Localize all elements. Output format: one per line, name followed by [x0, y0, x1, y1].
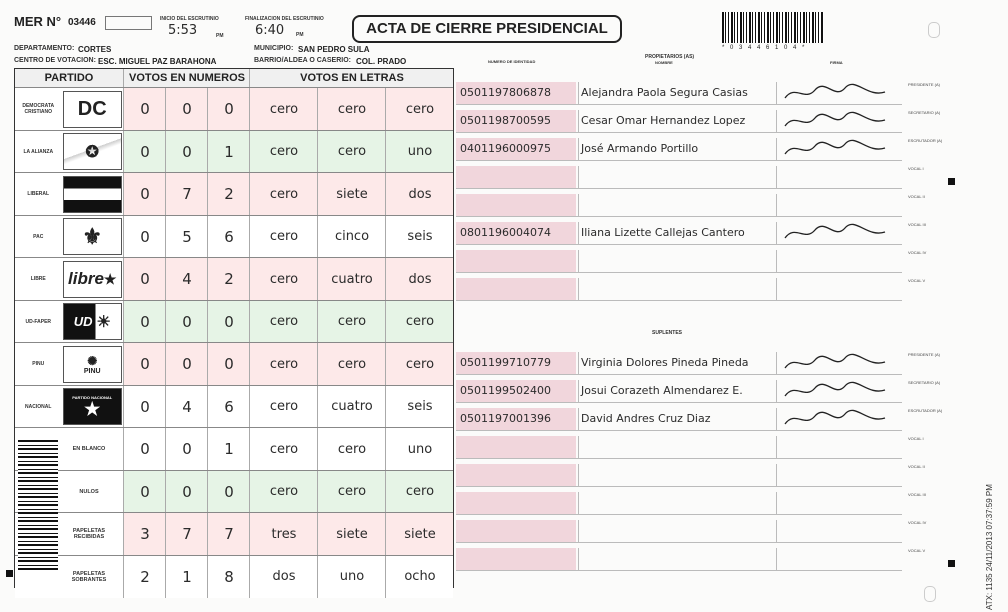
party-name: LIBRE	[30, 276, 46, 283]
signature-icon	[777, 408, 897, 430]
table-row	[15, 215, 453, 259]
table-row	[15, 257, 453, 301]
party-logo-icon	[63, 91, 122, 128]
signature-area	[776, 380, 903, 402]
member-row: 0501197001396 David Andres Cruz Diaz ESCRUTADOR (A)	[456, 408, 902, 431]
votes-word-cell: cero	[317, 131, 386, 174]
votes-number-cell: 0	[123, 131, 166, 174]
suplentes-list	[456, 340, 943, 580]
votes-number-cell: 0	[123, 216, 166, 259]
party-cell	[15, 173, 123, 216]
signature-area	[776, 548, 903, 570]
votes-number-cell: 5	[165, 216, 208, 259]
signature-icon	[777, 82, 897, 104]
votes-number-cell: 0	[123, 258, 166, 301]
votes-number-cell: 2	[207, 258, 250, 301]
inicio-time: 5:53	[168, 23, 198, 38]
side-barcode-icon	[18, 440, 58, 570]
votes-word-cell: cero	[317, 88, 386, 131]
votes-word-cell: cero	[249, 428, 318, 471]
barrio-label: BARRIO/ALDEA O CASERIO:	[254, 57, 351, 64]
registration-mark-icon	[6, 570, 13, 577]
member-row: VOCAL II	[456, 464, 902, 487]
member-id	[456, 520, 576, 542]
votes-number-cell: 0	[165, 471, 208, 514]
member-name	[578, 166, 774, 188]
votes-word-cell: siete	[385, 513, 454, 556]
member-row: 0501198700595 Cesar Omar Hernandez Lopez SECRETARIO (A)	[456, 110, 902, 133]
member-row: VOCAL II	[456, 194, 902, 217]
member-id	[456, 278, 576, 300]
member-id	[456, 166, 576, 188]
signature-area	[776, 352, 903, 374]
party-name: LA ALIANZA	[23, 148, 54, 155]
signature-icon	[777, 110, 897, 132]
col-letras-header: VOTOS EN LETRAS	[249, 69, 454, 87]
member-row: VOCAL IV	[456, 520, 902, 543]
member-row: 0501197806878 Alejandra Paola Segura Casias PRESIDENTE (A)	[456, 82, 902, 105]
table-row	[15, 87, 453, 131]
party-cell	[15, 258, 123, 301]
table-row	[15, 172, 453, 216]
votes-word-cell: cero	[249, 88, 318, 131]
finalizacion-label: FINALIZACION DEL ESCRUTINIO	[245, 16, 324, 22]
finalizacion-time: 6:40	[255, 23, 285, 38]
party-logo-text: DC	[77, 97, 107, 120]
party-name: UD-FAPER	[25, 318, 52, 325]
inicio-suffix: PM	[216, 33, 224, 39]
departamento-label: DEPARTAMENTO:	[14, 45, 75, 52]
member-name: Josui Corazeth Almendarez E.	[578, 380, 774, 402]
votes-number-cell: 6	[207, 386, 250, 429]
table-row	[15, 130, 453, 174]
votes-number-cell: 7	[165, 513, 208, 556]
numero-identidad-label: NUMERO DE IDENTIDAD	[488, 59, 536, 64]
party-logo-icon: ⚜	[63, 218, 122, 255]
party-cell	[15, 301, 123, 344]
member-id: 0801196004074	[456, 222, 576, 244]
votes-number-cell: 0	[207, 471, 250, 514]
member-id	[456, 194, 576, 216]
votes-number-cell: 0	[165, 428, 208, 471]
votes-word-cell: cero	[385, 301, 454, 344]
firma-label: FIRMA	[830, 60, 843, 65]
party-cell	[15, 216, 123, 259]
votes-number-cell: 1	[207, 131, 250, 174]
member-row: VOCAL V	[456, 278, 902, 301]
party-logo-text: UD	[73, 314, 93, 330]
votes-word-cell: cuatro	[317, 258, 386, 301]
signature-icon	[777, 352, 897, 374]
votes-number-cell: 4	[165, 258, 208, 301]
table-row	[15, 427, 453, 471]
member-name	[578, 492, 774, 514]
votes-word-cell: cero	[249, 301, 318, 344]
party-cell	[15, 386, 123, 429]
member-row: 0501199502400 Josui Corazeth Almendarez E. SECRETARIO (A)	[456, 380, 902, 403]
registration-mark-icon	[948, 178, 955, 185]
party-logo-text: PINU	[83, 367, 101, 375]
table-row	[15, 512, 453, 556]
votes-number-cell: 2	[123, 556, 166, 599]
votes-word-cell: cero	[385, 88, 454, 131]
party-name: NACIONAL	[25, 403, 52, 410]
votes-number-cell: 7	[207, 513, 250, 556]
votes-number-cell: 0	[123, 471, 166, 514]
member-id: 0401196000975	[456, 138, 576, 160]
votes-number-cell: 0	[123, 173, 166, 216]
votes-word-cell: uno	[385, 131, 454, 174]
party-logo-icon: ✺ PINU	[63, 346, 122, 383]
member-row: 0501199710779 Virginia Dolores Pineda Pineda PRESIDENTE (A)	[456, 352, 902, 375]
votes-number-cell: 8	[207, 556, 250, 599]
party-logo-text: libre	[68, 269, 104, 289]
signature-area	[776, 278, 903, 300]
votes-number-cell: 4	[165, 386, 208, 429]
votes-word-cell: dos	[249, 556, 318, 599]
member-id: 0501199710779	[456, 352, 576, 374]
transmission-stamp: ATX: 1135 24/11/2013 07:37:59 PM	[985, 484, 994, 610]
member-row: VOCAL I	[456, 166, 902, 189]
party-cell	[15, 131, 123, 174]
party-name: LIBERAL	[27, 191, 50, 198]
signature-area	[776, 520, 903, 542]
member-name	[578, 520, 774, 542]
votes-table	[14, 68, 454, 588]
total-label: PAPELETAS SOBRANTES	[71, 570, 107, 583]
inicio-label: INICIO DEL ESCRUTINIO	[160, 16, 219, 22]
votes-word-cell: siete	[317, 513, 386, 556]
member-name	[578, 464, 774, 486]
member-name: José Armando Portillo	[578, 138, 774, 160]
votes-number-cell: 0	[207, 88, 250, 131]
votes-number-cell: 0	[165, 88, 208, 131]
table-row	[15, 300, 453, 344]
signature-area	[776, 166, 903, 188]
signature-area	[776, 436, 903, 458]
member-name	[578, 278, 774, 300]
votes-word-cell: ocho	[385, 556, 454, 599]
votes-word-cell: cuatro	[317, 386, 386, 429]
signature-area	[776, 138, 903, 160]
party-cell	[15, 88, 123, 131]
votes-word-cell: cero	[317, 428, 386, 471]
party-logo-icon: libre ★	[63, 261, 122, 298]
party-logo-icon: ✪	[63, 133, 122, 170]
member-name	[578, 548, 774, 570]
votes-word-cell: cero	[249, 343, 318, 386]
col-partido-header: PARTIDO	[44, 72, 94, 84]
member-row: VOCAL IV	[456, 250, 902, 273]
party-name: DEMOCRATA CRISTIANO	[22, 103, 55, 116]
votes-number-cell: 1	[165, 556, 208, 599]
party-name: PINU	[32, 361, 45, 368]
barcode-text: * 0 3 4 4 6 1 0 4 *	[722, 45, 807, 51]
member-row: 0801196004074 Iliana Lizette Callejas Cantero VOCAL III	[456, 222, 902, 245]
votes-word-cell: cero	[249, 131, 318, 174]
member-id	[456, 464, 576, 486]
mer-number: 03446	[68, 17, 96, 28]
member-name: Alejandra Paola Segura Casias	[578, 82, 774, 104]
member-row: VOCAL V	[456, 548, 902, 571]
barcode-icon	[722, 12, 824, 43]
votes-word-cell: cero	[317, 343, 386, 386]
member-id: 0501199502400	[456, 380, 576, 402]
punch-hole-icon	[924, 586, 936, 602]
votes-word-cell: siete	[317, 173, 386, 216]
member-name	[578, 436, 774, 458]
suplentes-label: SUPLENTES	[652, 330, 683, 336]
tse-logo-icon	[105, 16, 152, 30]
votes-number-cell: 0	[165, 343, 208, 386]
total-label: EN BLANCO	[72, 446, 106, 453]
votes-number-cell: 6	[207, 216, 250, 259]
table-row	[15, 342, 453, 386]
centro-label: CENTRO DE VOTACION:	[14, 57, 96, 64]
signature-area	[776, 250, 903, 272]
votes-word-cell: cero	[385, 343, 454, 386]
votes-word-cell: seis	[385, 386, 454, 429]
signature-icon	[777, 380, 897, 402]
propietarios-list	[456, 70, 943, 310]
party-logo-text: PARTIDO NACIONAL	[72, 395, 113, 401]
votes-word-cell: cero	[385, 471, 454, 514]
votes-word-cell: cero	[317, 301, 386, 344]
votes-number-cell: 7	[165, 173, 208, 216]
barrio-value: COL. PRADO	[356, 57, 407, 66]
table-row	[15, 555, 453, 599]
votes-number-cell: 1	[207, 428, 250, 471]
votes-word-cell: dos	[385, 258, 454, 301]
member-id: 0501198700595	[456, 110, 576, 132]
party-logo-icon: UD ☀	[63, 303, 122, 340]
votes-number-cell: 0	[123, 301, 166, 344]
votes-word-cell: cero	[249, 258, 318, 301]
member-id	[456, 250, 576, 272]
party-logo-icon	[63, 176, 122, 213]
member-name	[578, 250, 774, 272]
votes-word-cell: cero	[249, 471, 318, 514]
table-row	[15, 470, 453, 514]
votes-word-cell: cinco	[317, 216, 386, 259]
votes-number-cell: 0	[123, 428, 166, 471]
votes-word-cell: cero	[249, 386, 318, 429]
member-id	[456, 548, 576, 570]
propietarios-label: PROPIETARIOS (AS)	[645, 54, 695, 60]
votes-number-cell: 3	[123, 513, 166, 556]
signature-icon	[777, 222, 897, 244]
votes-number-cell: 0	[165, 301, 208, 344]
municipio-label: MUNICIPIO:	[254, 45, 294, 52]
member-name	[578, 194, 774, 216]
total-label: PAPELETAS RECIBIDAS	[72, 528, 106, 541]
votes-word-cell: seis	[385, 216, 454, 259]
signature-area	[776, 222, 903, 244]
nombre-label: NOMBRE	[655, 60, 673, 65]
member-row: VOCAL III	[456, 492, 902, 515]
votes-number-cell: 0	[165, 131, 208, 174]
table-row	[15, 385, 453, 429]
member-name: David Andres Cruz Diaz	[578, 408, 774, 430]
col-numeros-header: VOTOS EN NUMEROS	[123, 69, 250, 87]
member-name: Cesar Omar Hernandez Lopez	[578, 110, 774, 132]
votes-word-cell: uno	[317, 556, 386, 599]
signature-area	[776, 492, 903, 514]
signature-area	[776, 110, 903, 132]
finalizacion-suffix: PM	[296, 32, 304, 38]
departamento-value: CORTES	[78, 45, 112, 54]
member-name: Iliana Lizette Callejas Cantero	[578, 222, 774, 244]
member-row: VOCAL I	[456, 436, 902, 459]
votes-number-cell: 2	[207, 173, 250, 216]
punch-hole-icon	[928, 22, 940, 38]
votes-word-cell: uno	[385, 428, 454, 471]
registration-mark-icon	[948, 560, 955, 567]
party-name: PAC	[33, 233, 44, 240]
page-title: ACTA DE CIERRE PRESIDENCIAL	[352, 15, 622, 43]
votes-word-cell: dos	[385, 173, 454, 216]
votes-number-cell: 0	[123, 88, 166, 131]
municipio-value: SAN PEDRO SULA	[298, 45, 370, 54]
votes-number-cell: 0	[207, 343, 250, 386]
votes-number-cell: 0	[123, 343, 166, 386]
signature-area	[776, 194, 903, 216]
member-id: 0501197806878	[456, 82, 576, 104]
party-cell	[15, 343, 123, 386]
signature-area	[776, 82, 903, 104]
member-row: 0401196000975 José Armando Portillo ESCRUTADOR (A)	[456, 138, 902, 161]
votes-number-cell: 0	[207, 301, 250, 344]
member-id	[456, 492, 576, 514]
centro-value: ESC. MIGUEL PAZ BARAHONA	[98, 57, 217, 66]
votes-word-cell: cero	[249, 173, 318, 216]
member-id: 0501197001396	[456, 408, 576, 430]
member-name: Virginia Dolores Pineda Pineda	[578, 352, 774, 374]
votes-word-cell: cero	[249, 216, 318, 259]
member-id	[456, 436, 576, 458]
signature-icon	[777, 138, 897, 160]
signature-area	[776, 408, 903, 430]
votes-number-cell: 0	[123, 386, 166, 429]
total-label: NULOS	[79, 488, 99, 495]
signature-area	[776, 464, 903, 486]
party-logo-icon: PARTIDO NACIONAL ★	[63, 388, 122, 425]
mer-label: MER N°	[14, 14, 62, 29]
table-header-row	[15, 69, 453, 87]
votes-word-cell: tres	[249, 513, 318, 556]
votes-word-cell: cero	[317, 471, 386, 514]
